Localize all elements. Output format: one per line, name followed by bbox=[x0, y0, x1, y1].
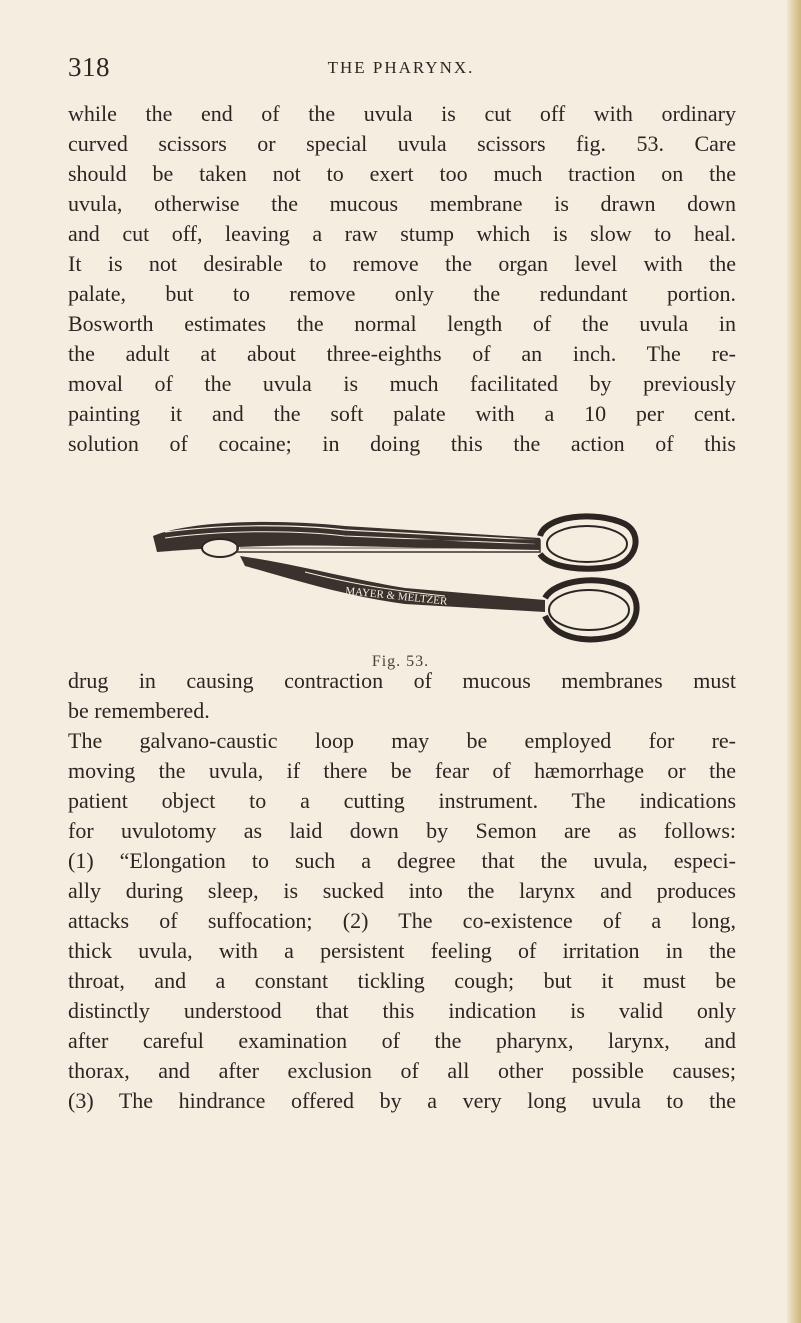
text-line: moval of the uvula is much facilitated by previously bbox=[68, 371, 736, 396]
text-line: (3) The hindrance offered by a very long uvula to the bbox=[68, 1088, 736, 1113]
text-line: thick uvula, with a persistent feeling of irritation in the bbox=[68, 938, 736, 963]
text-line: The galvano-caustic loop may be employed for re- bbox=[68, 728, 736, 753]
text-line: after careful examination of the pharynx, larynx, and bbox=[68, 1028, 736, 1053]
text-line: while the end of the uvula is cut off with ordinary bbox=[68, 101, 736, 126]
text-line: uvula, otherwise the mucous membrane is drawn down bbox=[68, 191, 736, 216]
paragraph-bottom bbox=[68, 666, 736, 1116]
running-head: THE PHARYNX. bbox=[327, 58, 475, 77]
figure-caption: Fig. 53. bbox=[371, 653, 430, 670]
text-line: Bosworth estimates the normal length of the uvula in bbox=[68, 311, 736, 336]
text-line: distinctly understood that this indication is valid only bbox=[68, 998, 736, 1023]
text-line: patient object to a cutting instrument. The indications bbox=[68, 788, 736, 813]
engraving-mark: MAYER & MELTZER bbox=[344, 585, 448, 608]
text-line: painting it and the soft palate with a 10 per cent. bbox=[68, 401, 736, 426]
text-line: solution of cocaine; in doing this the action of this bbox=[68, 431, 736, 456]
text-line: attacks of suffocation; (2) The co-existence of a long, bbox=[68, 908, 736, 933]
text-line: It is not desirable to remove the organ level with the bbox=[68, 251, 736, 276]
scissors-illustration bbox=[145, 508, 645, 658]
text-line: thorax, and after exclusion of all other possible causes; bbox=[68, 1058, 736, 1083]
text-line: palate, but to remove only the redundant portion. bbox=[68, 281, 736, 306]
text-line: be remembered. bbox=[68, 698, 210, 723]
text-line: the adult at about three-eighths of an inch. The re- bbox=[68, 341, 736, 366]
text-line: curved scissors or special uvula scissors fig. 53. Care bbox=[68, 131, 736, 156]
text-line: ally during sleep, is sucked into the larynx and produces bbox=[68, 878, 736, 903]
text-line: moving the uvula, if there be fear of hæmorrhage or the bbox=[68, 758, 736, 783]
text-line: and cut off, leaving a raw stump which is slow to heal. bbox=[68, 221, 736, 246]
text-line: should be taken not to exert too much traction on the bbox=[68, 161, 736, 186]
text-line: drug in causing contraction of mucous membranes must bbox=[68, 668, 736, 693]
uvula-scissors-drawing bbox=[145, 508, 645, 658]
text-line: for uvulotomy as laid down by Semon are as follows: bbox=[68, 818, 736, 843]
page-number: 318 bbox=[68, 52, 110, 82]
paragraph-top bbox=[68, 99, 736, 459]
text-line: (1) “Elongation to such a degree that the uvula, especi- bbox=[68, 848, 736, 873]
page-header bbox=[68, 52, 734, 82]
text-line: throat, and a constant tickling cough; but it must be bbox=[68, 968, 736, 993]
